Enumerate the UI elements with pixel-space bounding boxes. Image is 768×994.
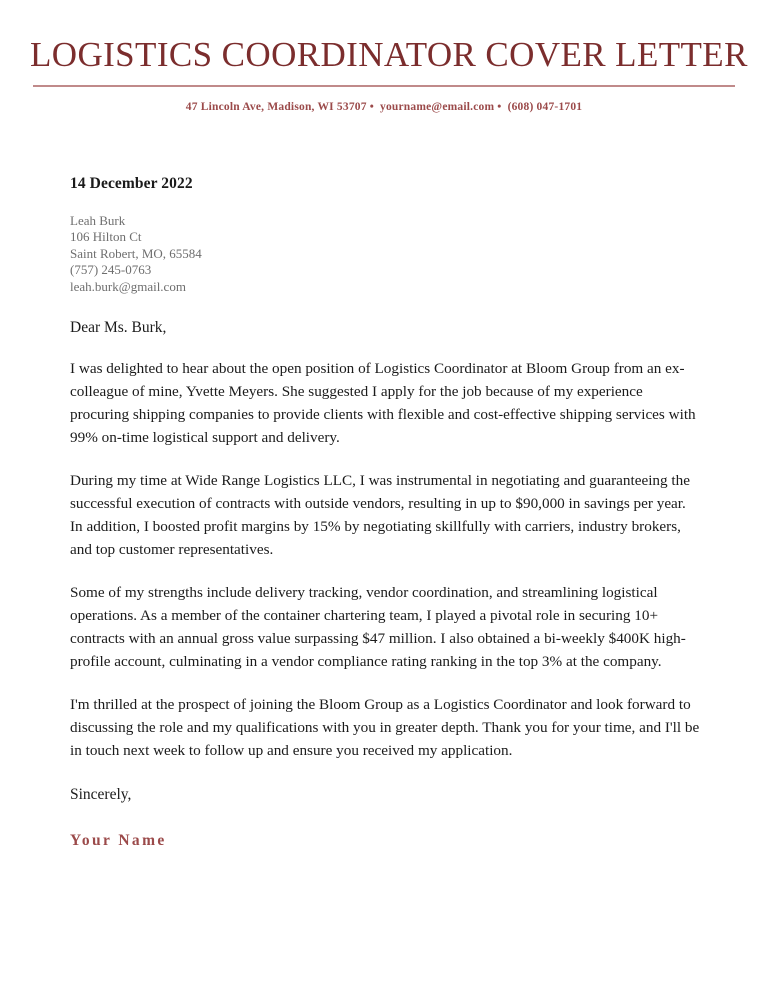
contact-line [0,101,768,113]
recipient-street: 106 Hilton Ct [70,229,142,244]
letter-body [0,175,768,851]
contact-address: 47 Lincoln Ave, Madison, WI 53707 [185,100,367,113]
page-title: LOGISTICS COORDINATOR COVER LETTER [30,35,748,74]
closing-salutation: Sincerely, [70,786,132,803]
body-paragraph-4: I'm thrilled at the prospect of joining the Bloom Group as a Logistics Coordinator and look forward to discussing the role and my qualifications with you in greater depth. Thank you for your time, and I'll be in touch next week to follow up and ensure you received my application. [70,696,700,759]
recipient-address-block [70,213,700,296]
recipient-phone: (757) 245-0763 [70,262,152,277]
contact-email[interactable]: yourname@email.com [380,100,495,113]
title-divider [33,85,735,87]
recipient-city-state-zip: Saint Robert, MO, 65584 [70,245,202,261]
body-paragraph-3: Some of my strengths include delivery tracking, vendor coordination, and streamlining logistical operations. As a member of the container chartering team, I played a pivotal role in securing 10+ contracts with an annual gross value surpassing $47 million. I also obtained a bi-weekly $400K high-profile account, culminating in a vendor compliance rating ranking in the top 3% at the company. [70,584,686,670]
body-paragraph-2: During my time at Wide Range Logistics LLC, I was instrumental in negotiating and guaranteeing the successful execution of contracts with outside vendors, resulting in up to $90,000 in savings per year. In addition, I boosted profit margins by 15% by negotiating skillfully with carriers, industry brokers, and top customer representatives. [70,472,690,558]
recipient-email: leah.burk@gmail.com [70,278,186,294]
salutation: Dear Ms. Burk, [70,319,167,336]
letter-header [0,0,768,113]
letter-date: 14 December 2022 [70,174,193,192]
contact-phone: (608) 047-1701 [507,100,583,113]
contact-separator-2: • [497,100,502,113]
contact-separator-1: • [369,100,374,113]
body-paragraph-1: I was delighted to hear about the open position of Logistics Coordinator at Bloom Group from an ex-colleague of mine, Yvette Meyers. She suggested I apply for the job because of my experience procuring shipping companies to provide clients with flexible and cost-effective shipping services with 99% on-time logistical support and delivery. [70,360,696,446]
signature-name: Your Name [70,832,167,849]
recipient-name: Leah Burk [70,212,126,228]
